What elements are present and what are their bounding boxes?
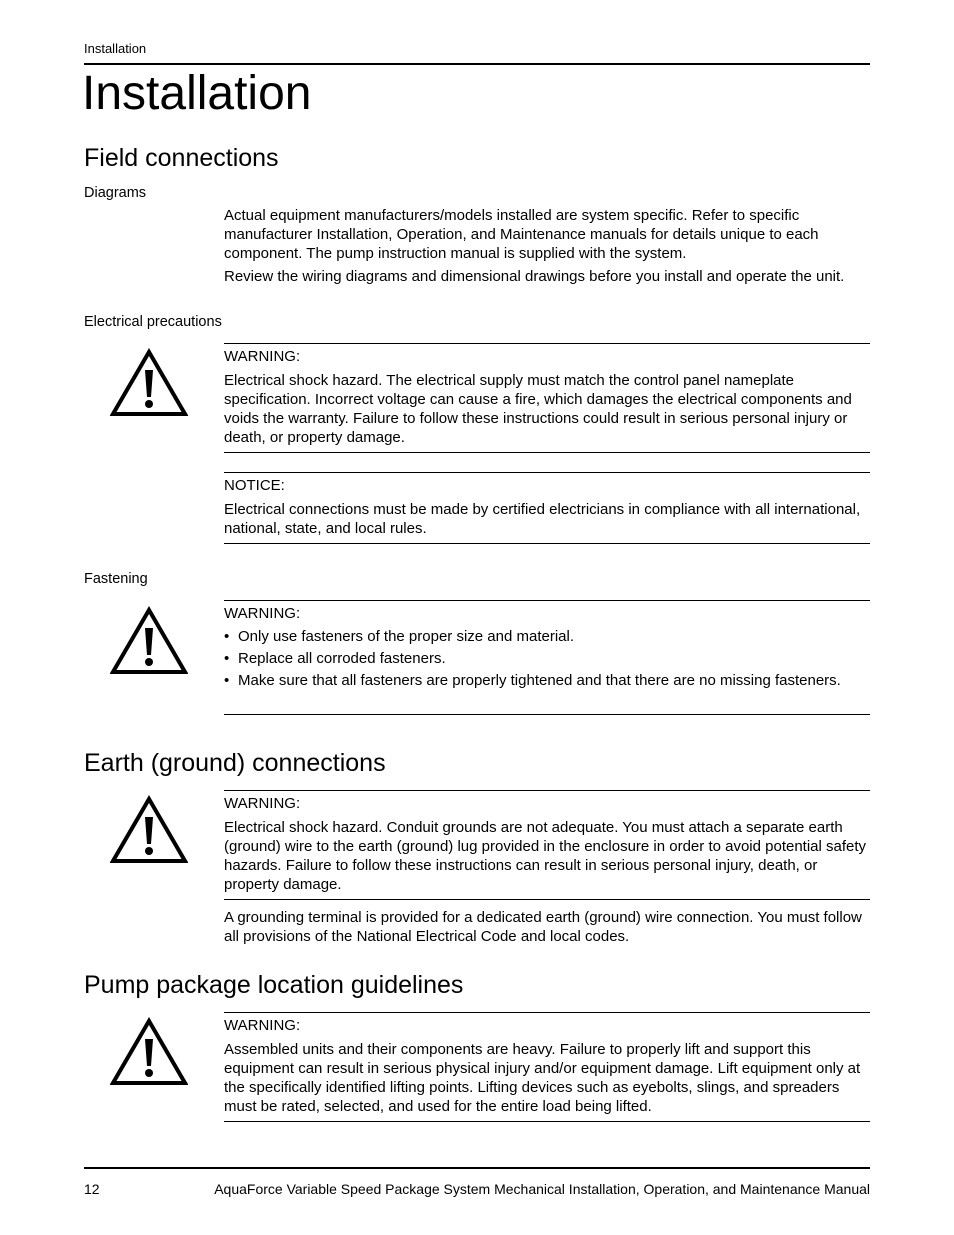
diagrams-body — [224, 206, 870, 290]
diagrams-paragraph-2: Review the wiring diagrams and dimensional drawings before you install and operate the unit. — [224, 268, 845, 285]
warning-label: WARNING: — [224, 795, 301, 812]
section-heading-earth-connections: Earth (ground) connections — [84, 749, 386, 777]
warning-triangle-icon — [110, 348, 188, 418]
warning-label: WARNING: — [224, 1017, 301, 1034]
notice-label: NOTICE: — [224, 477, 285, 494]
page-number: 12 — [84, 1181, 100, 1197]
footer-rule — [84, 1167, 870, 1169]
list-item: • Make sure that all fasteners are properly tightened and that there are no missing fasteners. — [224, 671, 870, 690]
subheading-electrical-precautions: Electrical precautions — [84, 314, 222, 330]
warning-box-pump-location — [224, 1012, 870, 1122]
warning-triangle-icon — [110, 606, 188, 676]
running-head: Installation — [84, 41, 147, 56]
notice-text: Electrical connections must be made by certified electricians in compliance with all international, national, state, and local rules. — [224, 501, 861, 537]
notice-box-electrical — [224, 472, 870, 544]
warning-triangle-icon — [110, 795, 188, 865]
section-heading-pump-location: Pump package location guidelines — [84, 971, 464, 999]
warning-text: Electrical shock hazard. Conduit grounds are not adequate. You must attach a separate earth (ground) wire to the earth (ground) lug provided in the enclosure in order to avoid potential safety hazards. Failure to follow these instructions can result in serious personal injury, death, or property damage. — [224, 819, 867, 893]
earth-paragraph: A grounding terminal is provided for a dedicated earth (ground) wire connection. You must follow all provisions of the National Electrical Code and local codes. — [224, 909, 862, 945]
subheading-diagrams: Diagrams — [84, 185, 147, 201]
list-item: • Only use fasteners of the proper size and material. — [224, 627, 870, 646]
warning-box-earth — [224, 790, 870, 900]
footer-manual-title: AquaForce Variable Speed Package System Mechanical Installation, Operation, and Maintenance Manual — [214, 1181, 870, 1197]
fastening-list — [224, 627, 870, 690]
warning-text: Assembled units and their components are heavy. Failure to properly lift and support this equipment can result in serious physical injury and/or equipment damage. Lift equipment only at the specifically identified lifting points. Lifting devices such as eyebolts, slings, and spreaders must be rated, selected, and used for the entire load being lifted. — [224, 1041, 861, 1115]
warning-triangle-icon — [110, 1017, 188, 1087]
section-heading-field-connections: Field connections — [84, 144, 279, 172]
warning-box-fastening — [224, 600, 870, 715]
page-title: Installation — [82, 67, 312, 120]
fastening-list-container — [224, 627, 870, 693]
warning-text: Electrical shock hazard. The electrical supply must match the control panel nameplate specification. Incorrect voltage can cause a fire, which damages the electrical components and voids the warranty. Failure to follow these instructions could result in serious personal injury or death, or property damage. — [224, 372, 852, 446]
subheading-fastening: Fastening — [84, 571, 148, 587]
warning-box-electrical — [224, 343, 870, 453]
warning-label: WARNING: — [224, 348, 301, 365]
warning-label: WARNING: — [224, 605, 301, 622]
diagrams-paragraph-1: Actual equipment manufacturers/models installed are system specific. Refer to specific manufacturer Installation, Operation, and Maintenance manuals for details unique to each component. The pump instruction manual is supplied with the system. — [224, 207, 819, 262]
list-item: • Replace all corroded fasteners. — [224, 649, 870, 668]
